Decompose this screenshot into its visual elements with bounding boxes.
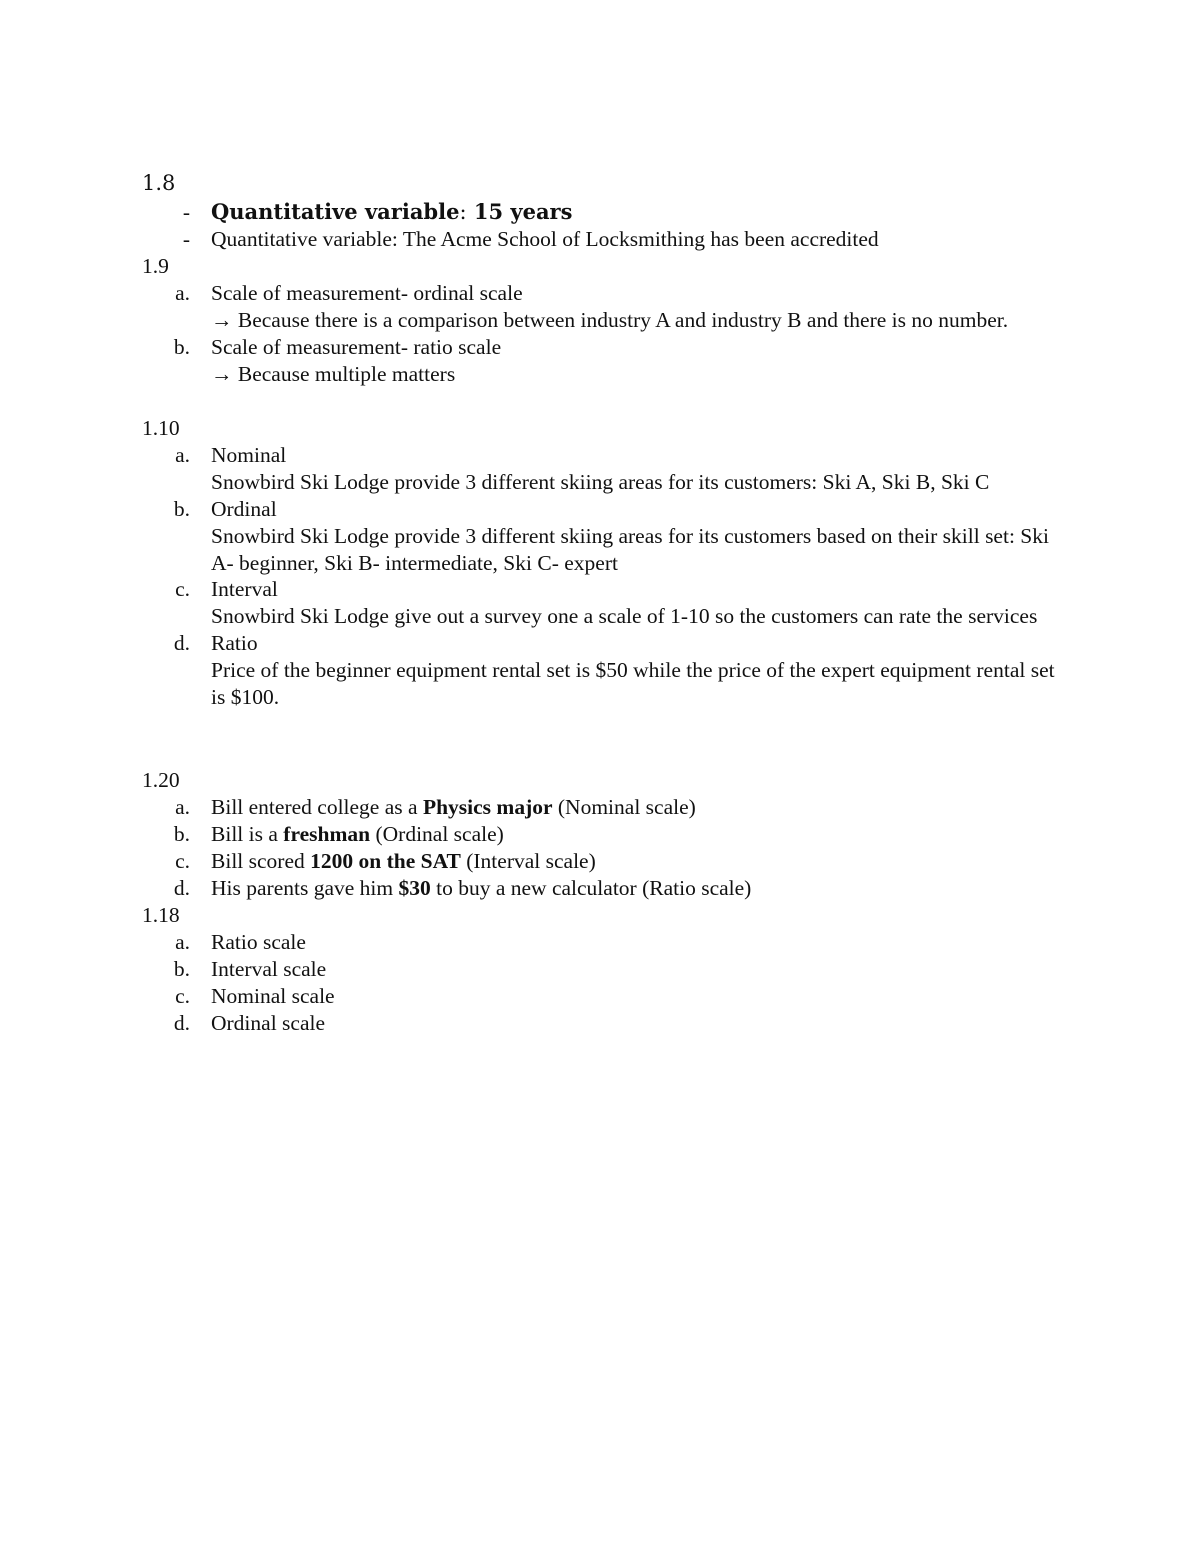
reason-body: Because multiple matters: [232, 361, 456, 386]
list-item-text: [211, 848, 1072, 875]
list-marker: c.: [175, 983, 190, 1008]
bold-text: 1200 on the SAT: [310, 848, 461, 873]
arrow-icon: →: [211, 361, 233, 386]
text-run: (Nominal scale): [552, 794, 696, 819]
text-run: Bill scored: [211, 848, 311, 873]
list-marker: d.: [173, 875, 190, 900]
text-run: His parents gave him: [211, 875, 399, 900]
bold-text: freshman: [283, 821, 371, 846]
list-item: [142, 630, 1072, 711]
bold-value: 15 years: [466, 199, 573, 224]
list-item: [142, 198, 1072, 226]
dash-marker: -: [182, 200, 190, 224]
list-item-text: Ordinal scale: [211, 1010, 326, 1035]
list-item: [142, 929, 1072, 956]
list-marker: b.: [173, 956, 190, 981]
section-1-20: [142, 767, 1072, 902]
list-marker: a.: [175, 280, 190, 305]
bold-label: Quantitative variable: [211, 199, 460, 224]
list-item-title: Ratio: [211, 631, 258, 656]
section-heading: 1.9: [142, 254, 169, 278]
list-marker: a.: [175, 442, 190, 467]
list-item-text: [211, 821, 1072, 848]
list-item-text: Quantitative variable: The Acme School of Locksmithing has been accredited: [211, 227, 879, 251]
dash-marker: -: [182, 227, 190, 251]
section-heading: 1.10: [142, 416, 180, 440]
list-item: [142, 821, 1072, 848]
list-marker: c.: [175, 848, 190, 873]
section-heading: 1.18: [142, 903, 180, 927]
text-run: Bill entered college as a: [211, 794, 423, 819]
list-item-description: Snowbird Ski Lodge provide 3 different skiing areas for its customers based on their skill set: Ski A- beginner, Ski B- intermediate, Ski C- expert: [211, 523, 1049, 575]
list-item-title: Interval: [211, 577, 278, 602]
list-item-description: Price of the beginner equipment rental set is $50 while the price of the expert equipment rental set is $100.: [211, 658, 1055, 710]
list-item-description: Snowbird Ski Lodge give out a survey one a scale of 1-10 so the customers can rate the services: [211, 604, 1038, 629]
section-heading: 1.20: [142, 768, 180, 792]
list-marker: d.: [173, 631, 190, 656]
list-item-description: Snowbird Ski Lodge provide 3 different skiing areas for its customers: Ski A, Ski B, Ski C: [211, 469, 990, 494]
list-marker: b.: [173, 821, 190, 846]
section-1-18: [142, 902, 1072, 1037]
list-marker: c.: [175, 577, 190, 602]
list-item: [142, 983, 1072, 1010]
bold-text: $30: [398, 875, 431, 900]
list-item: [142, 442, 1072, 496]
list-item-title: Nominal: [211, 442, 287, 467]
arrow-icon: →: [211, 307, 233, 332]
list-item-text: Nominal scale: [211, 983, 335, 1008]
section-1-9: [142, 253, 1072, 388]
reason-text: [211, 361, 1072, 388]
section-1-10: [142, 415, 1072, 711]
list-marker: a.: [175, 929, 190, 954]
section-1-8: [142, 168, 1072, 253]
list-item-text: Interval scale: [211, 956, 327, 981]
list-item: [142, 956, 1072, 983]
list-item-text: [211, 794, 1072, 821]
list-marker: b.: [173, 334, 190, 359]
list-item: [142, 1010, 1072, 1037]
list-item: [142, 496, 1072, 577]
list-item-text: Scale of measurement- ordinal scale: [211, 280, 523, 305]
list-item-text: Scale of measurement- ratio scale: [211, 334, 502, 359]
list-item: [142, 334, 1072, 388]
list-item-text: [211, 198, 1072, 226]
list-item-text: [211, 875, 1072, 902]
list-marker: d.: [173, 1010, 190, 1035]
text-run: (Interval scale): [460, 848, 596, 873]
colon: :: [459, 200, 467, 224]
list-item: [142, 280, 1072, 334]
list-item-title: Ordinal: [211, 496, 277, 521]
list-item: [142, 875, 1072, 902]
list-marker: b.: [173, 496, 190, 521]
reason-text: [211, 307, 1072, 334]
list-item: [142, 794, 1072, 821]
list-marker: a.: [175, 794, 190, 819]
section-heading: 1.8: [142, 171, 176, 195]
list-item: [142, 848, 1072, 875]
list-item: [142, 226, 1072, 253]
text-run: Bill is a: [211, 821, 284, 846]
reason-body: Because there is a comparison between industry A and industry B and there is no number.: [232, 307, 1009, 332]
text-run: to buy a new calculator (Ratio scale): [430, 875, 752, 900]
list-item: [142, 576, 1072, 630]
text-run: (Ordinal scale): [370, 821, 504, 846]
bold-text: Physics major: [422, 794, 553, 819]
list-item-text: Ratio scale: [211, 929, 306, 954]
